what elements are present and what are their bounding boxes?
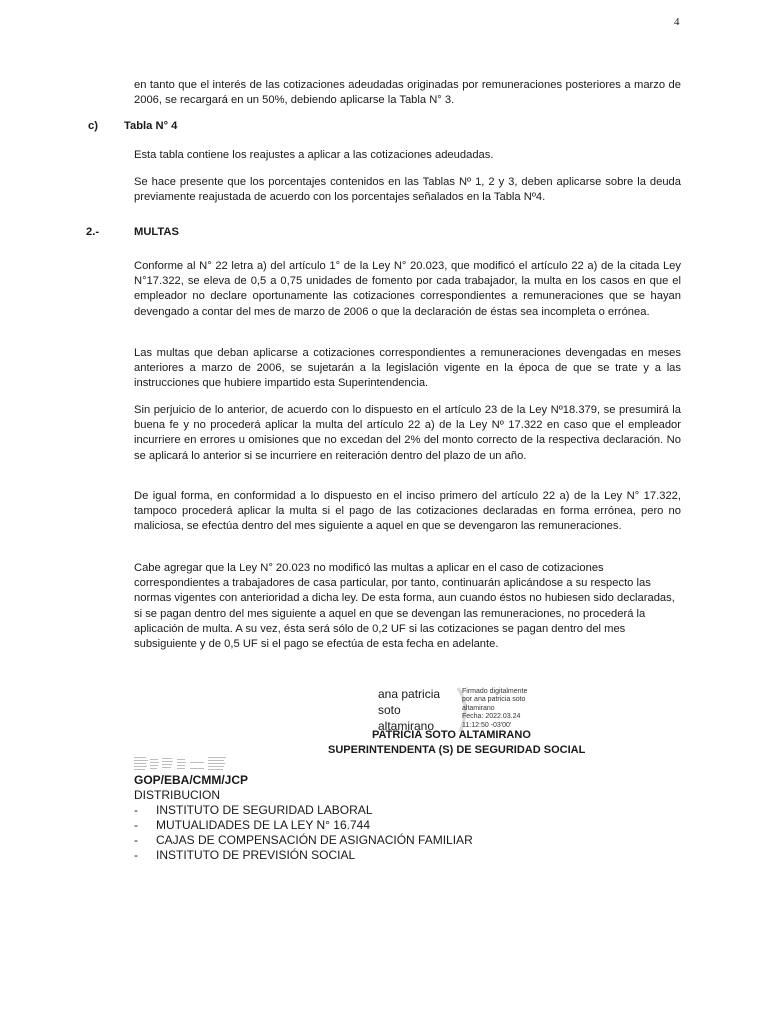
multas-paragraph: Sin perjuicio de lo anterior, de acuerdo con lo dispuesto en el artículo 23 de la Ley Nº18.379, se presumirá la buena fe y no procederá aplicar la multa del artículo 22 a) de la Ley Nº 17.322 en caso que el empleador incurriere en errores u omisiones que no excedan del 2% del monto correcto de la respectiva declaración. No se aplicará lo anterior si se incurriere en reiteración dentro del plazo de un año. bbox=[134, 404, 681, 462]
section-2-title: MULTAS bbox=[134, 226, 179, 238]
digital-signature-name bbox=[378, 686, 458, 734]
section-c-paragraph: Esta tabla contiene los reajustes a aplicar a las cotizaciones adeudadas. bbox=[134, 149, 494, 161]
multas-paragraph: Cabe agregar que la Ley N° 20.023 no modificó las multas a aplicar en el caso de cotizaciones correspondientes a trabajadores de casa particular, por tanto, continuarán aplicándose a su respecto las normas vigentes con anterioridad a dicha ley. De esta forma, aun cuando éstos no hubiesen sido declaradas, si se pagan dentro del mes siguiente a aquel en que se devengan las remuneraciones, no procederá la aplicación de multa. A su vez, ésta será sólo de 0,2 UF si las cotizaciones se pagan dentro del mes subsiguiente y de 0,5 UF si el pago se efectúa de esta fecha en adelante. bbox=[134, 562, 675, 651]
signature-detail-line: Fecha: 2022.03.24 bbox=[462, 713, 521, 721]
signature-name-line: soto bbox=[378, 703, 401, 717]
distribution-item: - CAJAS DE COMPENSACIÓN DE ASIGNACIÓN FAMILIAR bbox=[134, 833, 473, 848]
section-2-number: 2.- bbox=[86, 226, 100, 238]
signature-detail-line: por ana patricia soto bbox=[462, 696, 526, 704]
signer-role: SUPERINTENDENTA (S) DE SEGURIDAD SOCIAL bbox=[328, 744, 586, 756]
distribution-list bbox=[134, 803, 473, 863]
section-c-label: c) bbox=[88, 120, 98, 132]
digital-signature-details bbox=[462, 688, 552, 730]
distribution-item: - INSTITUTO DE SEGURIDAD LABORAL bbox=[134, 803, 473, 818]
initials-reference: GOP/EBA/CMM/JCP bbox=[134, 773, 249, 787]
multas-paragraph: Las multas que deban aplicarse a cotizaciones correspondientes a remuneraciones devengadas en meses anteriores a marzo de 2006, se sujetarán a la legislación vigente en la época de que se trate y a las instrucciones que hubiere impartido esta Superintendencia. bbox=[134, 347, 681, 390]
validation-stamp-icon bbox=[134, 756, 244, 774]
page-number: 4 bbox=[674, 16, 680, 28]
section-c-title: Tabla N° 4 bbox=[124, 120, 178, 132]
signature-detail-line: 11:12:50 -03'00' bbox=[462, 721, 512, 729]
distribution-title: DISTRIBUCION bbox=[134, 788, 221, 802]
signer-name: PATRICIA SOTO ALTAMIRANO bbox=[372, 729, 531, 741]
signature-detail-line: altamirano bbox=[462, 704, 495, 712]
intro-paragraph: en tanto que el interés de las cotizaciones adeudadas originadas por remuneraciones posteriores a marzo de 2006, se recargará en un 50%, debiendo aplicarse la Tabla N° 3. bbox=[134, 79, 681, 107]
section-c-paragraph: Se hace presente que los porcentajes contenidos en las Tablas Nº 1, 2 y 3, deben aplicarse sobre la deuda previamente reajustada de acuerdo con los porcentajes señalados en la Tabla Nº4. bbox=[134, 176, 681, 204]
multas-paragraph: Conforme al N° 22 letra a) del artículo 1° de la Ley N° 20.023, que modificó el artículo 22 a) de la citada Ley N°17.322, se eleva de 0,5 a 0,75 unidades de fomento por cada trabajador, la multa en los casos en que el empleador no declare oportunamente las cotizaciones correspondientes a remuneraciones que se hayan devengado a contar del mes de marzo de 2006 o que la declaración de éstas sea incompleta o errónea. bbox=[134, 260, 681, 318]
signature-name-line: altamirano bbox=[378, 719, 435, 733]
distribution-item: - INSTITUTO DE PREVISIÓN SOCIAL bbox=[134, 848, 473, 863]
signature-detail-line: Firmado digitalmente bbox=[462, 688, 528, 695]
distribution-item: - MUTUALIDADES DE LA LEY N° 16.744 bbox=[134, 818, 473, 833]
multas-paragraph: De igual forma, en conformidad a lo dispuesto en el inciso primero del artículo 22 a) de la Ley N° 17.322, tampoco procederá aplicar la multa si el pago de las cotizaciones declaradas en forma errónea, pero no maliciosa, se efectúa dentro del mes siguiente a aquel en que se devengaron las remuneraciones. bbox=[134, 490, 681, 533]
signature-name-line: ana patricia bbox=[378, 687, 441, 701]
